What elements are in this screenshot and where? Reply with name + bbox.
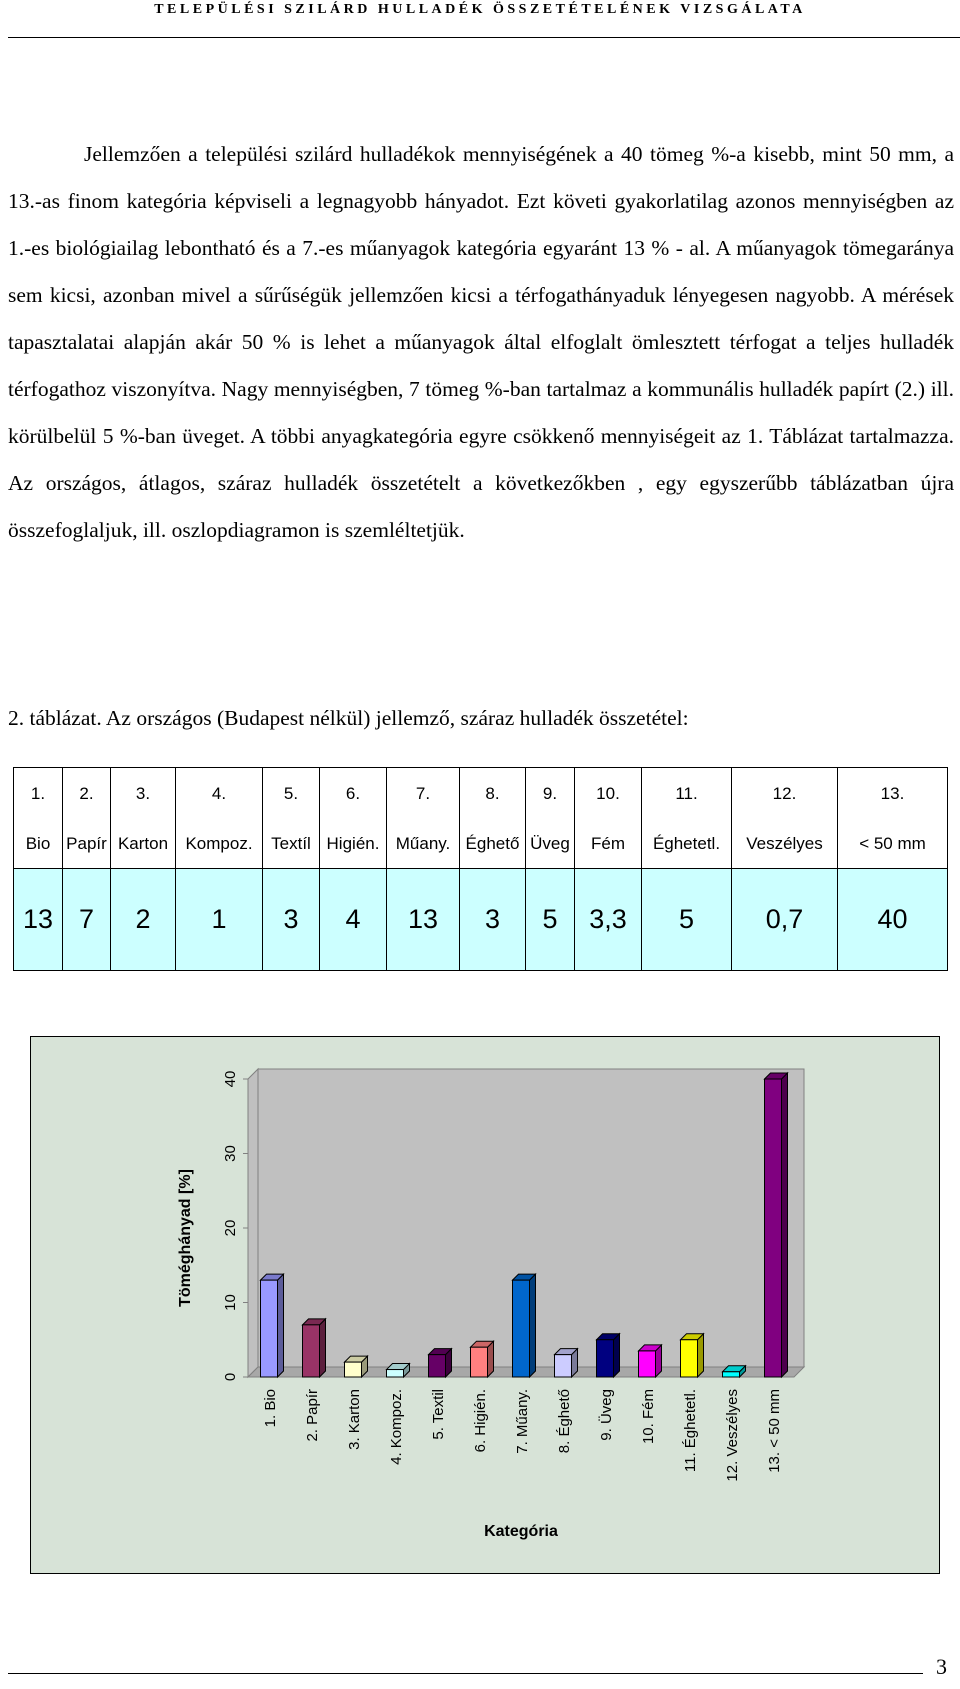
x-tick-label: 12. Veszélyes	[723, 1388, 741, 1482]
y-tick-label: 10	[221, 1293, 239, 1311]
number-cell: 1.	[14, 768, 63, 821]
bar-side	[613, 1333, 619, 1376]
number-cell: 9.	[526, 768, 575, 821]
category-name-cell: Kompoz.	[176, 820, 263, 869]
number-cell: 5.	[263, 768, 320, 821]
composition-table	[13, 767, 948, 971]
category-name-cell: Papír	[63, 820, 111, 869]
number-cell: 11.	[642, 768, 732, 821]
y-axis-title: Töméghányad [%]	[176, 1168, 194, 1307]
category-name-cell: Karton	[111, 820, 176, 869]
value-cell: 4	[320, 869, 387, 971]
number-cell: 6.	[320, 768, 387, 821]
category-name-cell: Textíl	[263, 820, 320, 869]
bar-side	[319, 1318, 325, 1376]
number-cell: 8.	[460, 768, 526, 821]
number-cell: 13.	[838, 768, 948, 821]
category-name-cell: Bio	[14, 820, 63, 869]
bar-side	[529, 1274, 535, 1377]
value-cell: 5	[642, 869, 732, 971]
x-tick-label: 1. Bio	[261, 1388, 279, 1427]
value-cell: 40	[838, 869, 948, 971]
bar-chart	[30, 1036, 940, 1574]
number-cell: 2.	[63, 768, 111, 821]
plot-side-wall	[248, 1069, 258, 1377]
category-name-row	[14, 820, 948, 869]
bar	[302, 1324, 319, 1376]
x-tick-label: 8. Éghető	[555, 1388, 573, 1453]
bar	[722, 1371, 739, 1376]
page-number: 3	[936, 1654, 947, 1679]
category-name-cell: Higién.	[320, 820, 387, 869]
table-caption: 2. táblázat. Az országos (Budapest nélkül) jellemző, száraz hulladék összetétel:	[8, 706, 689, 730]
number-row	[14, 768, 948, 821]
header-rule	[8, 37, 960, 38]
x-axis-title: Kategória	[483, 1522, 558, 1540]
footer-rule	[8, 1673, 923, 1674]
x-tick-label: 9. Üveg	[597, 1388, 615, 1441]
bar-side	[277, 1274, 283, 1377]
number-cell: 3.	[111, 768, 176, 821]
x-tick-label: 6. Higién.	[471, 1388, 489, 1452]
value-cell: 3	[460, 869, 526, 971]
value-cell: 3,3	[575, 869, 642, 971]
bar	[596, 1339, 613, 1376]
category-name-cell: Műany.	[387, 820, 460, 869]
number-cell: 7.	[387, 768, 460, 821]
y-tick-label: 0	[221, 1372, 239, 1381]
chart-canvas	[30, 1036, 940, 1574]
x-tick-label: 3. Karton	[345, 1388, 363, 1450]
value-cell: 5	[526, 869, 575, 971]
value-cell: 13	[14, 869, 63, 971]
bar	[260, 1280, 277, 1377]
value-cell: 3	[263, 869, 320, 971]
x-tick-label: 7. Műany.	[513, 1388, 531, 1454]
y-tick-label: 30	[221, 1144, 239, 1162]
bar-side	[781, 1073, 787, 1377]
x-tick-label: 4. Kompoz.	[387, 1388, 405, 1465]
x-tick-label: 13. < 50 mm	[765, 1388, 783, 1473]
value-cell: 2	[111, 869, 176, 971]
y-tick-label: 20	[221, 1219, 239, 1236]
value-cell: 13	[387, 869, 460, 971]
value-row	[14, 869, 948, 971]
category-name-cell: Éghetetl.	[642, 820, 732, 869]
bar	[386, 1369, 403, 1376]
bar	[470, 1347, 487, 1377]
bar	[512, 1280, 529, 1377]
x-tick-label: 5. Textil	[429, 1388, 447, 1440]
body-paragraph: Jellemzően a települési szilárd hulladékok mennyiségének a 40 tömeg %-a kisebb, mint 50 mm, a 13.-as finom kategória képviseli a legnagyobb hányadot. Ezt követi gyakorlatilag azonos mennyiségben az 1.-es biológiailag lebontható és a 7.-es műanyagok kategória egyaránt 13 % - al. A műanyagok tömegaránya sem kicsi, azonban mivel a sűrűségük jellemzően kicsi a térfogathányaduk lényegesen nagyobb. A mérések tapasztalatai alapján akár 50 % is lehet a műanyagok által elfoglalt ömlesztett térfogat a teljes hulladék térfogathoz viszonyítva. Nagy mennyiségben, 7 tömeg %-ban tartalmaz a kommunális hulladék papírt (2.) ill. körülbelül 5 %-ban üveget. A többi anyagkategória egyre csökkenő mennyiségeit az 1. Táblázat tartalmazza. Az országos, átlagos, száraz hulladék összetételt a következőkben , egy egyszerűbb táblázatban újra összefoglaljuk, ill. oszlopdiagramon is szemléltetjük.	[8, 142, 954, 542]
value-cell: 7	[63, 869, 111, 971]
number-cell: 4.	[176, 768, 263, 821]
value-cell: 0,7	[732, 869, 838, 971]
x-tick-label: 11. Éghetetl.	[681, 1388, 699, 1472]
category-name-cell: Fém	[575, 820, 642, 869]
number-cell: 12.	[732, 768, 838, 821]
value-cell: 1	[176, 869, 263, 971]
running-header: TELEPÜLÉSI SZILÁRD HULLADÉK ÖSSZETÉTELÉNEK VIZSGÁLATA	[154, 2, 806, 17]
bar	[554, 1354, 571, 1376]
bar	[764, 1079, 781, 1377]
number-cell: 10.	[575, 768, 642, 821]
bar	[428, 1354, 445, 1376]
bar	[638, 1350, 655, 1376]
category-name-cell: Éghető	[460, 820, 526, 869]
category-name-cell: Üveg	[526, 820, 575, 869]
bar-side	[697, 1333, 703, 1376]
x-tick-label: 2. Papír	[303, 1388, 321, 1442]
category-name-cell: < 50 mm	[838, 820, 948, 869]
y-tick-label: 40	[221, 1070, 239, 1087]
bar	[680, 1339, 697, 1376]
x-tick-label: 10. Fém	[639, 1388, 657, 1444]
category-name-cell: Veszélyes	[732, 820, 838, 869]
bar	[344, 1362, 361, 1377]
